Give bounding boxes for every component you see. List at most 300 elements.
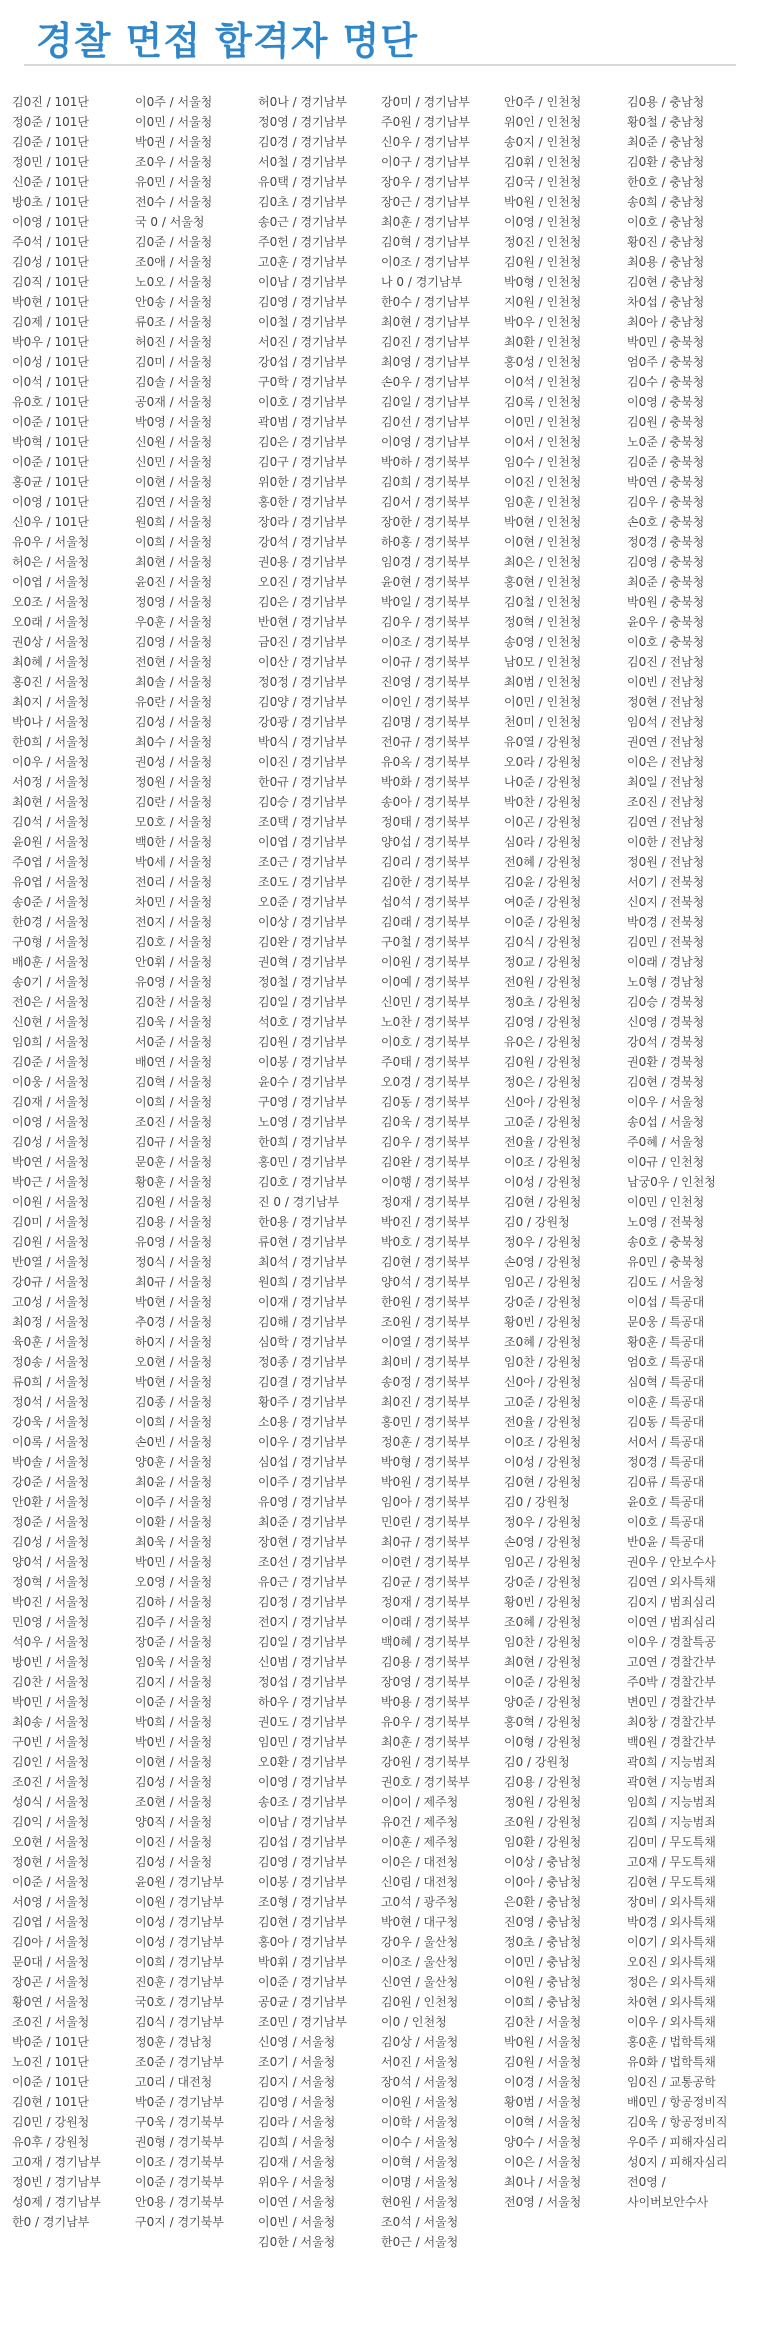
passer-entry: 홍0한 / 경기남부 [258, 495, 347, 509]
passer-entry: 김0영 / 서울청 [135, 635, 213, 649]
passer-entry: 심0라 / 강원청 [504, 835, 582, 849]
passer-entry: 조0원 / 강원청 [504, 1815, 582, 1829]
passer-entry: 박0영 / 서울청 [135, 415, 213, 429]
passer-entry: 김0명 / 경기북부 [381, 715, 470, 729]
passer-entry: 임0찬 / 강원청 [504, 1635, 582, 1649]
passer-entry: 이0철 / 경기남부 [258, 315, 347, 329]
passer-entry: 정0현 / 전남청 [627, 695, 705, 709]
passer-entry: 김0 / 강원청 [504, 1755, 570, 1769]
passer-entry: 진0영 / 경기북부 [381, 675, 470, 689]
passer-entry: 박0휘 / 경기남부 [258, 1955, 347, 1969]
passer-entry: 김0동 / 경기북부 [381, 1095, 470, 1109]
passer-entry: 권0환 / 경북청 [627, 1055, 705, 1069]
passer-entry: 김0해 / 경기남부 [258, 1315, 347, 1329]
passer-entry: 우0주 / 피해자심리 [627, 2135, 728, 2149]
passer-entry: 유0영 / 서울청 [135, 1235, 213, 1249]
passer-entry: 한0 / 경기남부 [12, 2215, 90, 2229]
passer-entry: 김0수 / 충북청 [627, 375, 705, 389]
passer-entry: 김0한 / 서울청 [258, 2235, 336, 2249]
passer-entry: 최0수 / 서울청 [135, 735, 213, 749]
passer-entry: 유0영 / 경기남부 [258, 1495, 347, 1509]
passer-entry: 김0성 / 서울청 [135, 1775, 213, 1789]
name-column [135, 92, 256, 2252]
passer-entry: 송0지 / 인천청 [504, 135, 582, 149]
passer-entry: 유0후 / 강원청 [12, 2135, 90, 2149]
passer-entry: 이0영 / 인천청 [504, 215, 582, 229]
passer-entry: 정0원 / 전남청 [627, 855, 705, 869]
passer-entry: 우0훈 / 서울청 [135, 615, 213, 629]
passer-entry: 이0 / 인천청 [381, 2015, 447, 2029]
passer-entry: 김0희 / 경기북부 [381, 475, 470, 489]
passer-entry: 유0근 / 경기남부 [258, 1575, 347, 1589]
passer-entry: 박0호 / 경기북부 [381, 1235, 470, 1249]
passer-entry: 임0민 / 경기남부 [258, 1735, 347, 1749]
passer-entry: 김0현 / 경기남부 [258, 1915, 347, 1929]
passer-entry: 위0인 / 인천청 [504, 115, 582, 129]
passer-entry: 김0원 / 인천청 [381, 1995, 459, 2009]
passer-entry: 김0원 / 서울청 [12, 1235, 90, 1249]
passer-entry: 안0송 / 서울청 [135, 295, 213, 309]
passer-entry: 김0경 / 경기남부 [258, 135, 347, 149]
passer-entry: 전0규 / 경기북부 [381, 735, 470, 749]
passer-entry: 구0욱 / 경기북부 [135, 2115, 224, 2129]
passer-entry: 최0준 / 충북청 [627, 575, 705, 589]
passer-entry: 이0수 / 서울청 [381, 2135, 459, 2149]
passer-entry: 김0혁 / 경기남부 [381, 235, 470, 249]
passer-entry: 지0원 / 인천청 [504, 295, 582, 309]
passer-entry: 백0한 / 서울청 [135, 835, 213, 849]
passer-entry: 김0영 / 강원청 [504, 1015, 582, 1029]
passer-entry: 신0연 / 울산청 [381, 1975, 459, 1989]
passer-entry: 박0우 / 101단 [12, 335, 89, 349]
passer-entry: 이0성 / 강원청 [504, 1175, 582, 1189]
passer-entry: 류0조 / 서울청 [135, 315, 213, 329]
passer-entry: 박0연 / 충북청 [627, 475, 705, 489]
passer-entry: 손0영 / 강원청 [504, 1535, 582, 1549]
passer-entry: 반0현 / 경기남부 [258, 615, 347, 629]
passer-entry: 정0현 / 서울청 [12, 1855, 90, 1869]
passer-entry: 박0민 / 서울청 [135, 1555, 213, 1569]
passer-entry: 김0원 / 충북청 [627, 415, 705, 429]
passer-entry: 전0혜 / 강원청 [504, 855, 582, 869]
passer-entry: 신0현 / 서울청 [12, 1015, 90, 1029]
passer-entry: 김0지 / 범죄심리 [627, 1595, 716, 1609]
passer-entry: 이0현 / 서울청 [135, 475, 213, 489]
passer-entry: 신0아 / 강원청 [504, 1375, 582, 1389]
passer-entry: 최0훈 / 경기남부 [381, 215, 470, 229]
passer-entry: 문0웅 / 특공대 [627, 1315, 705, 1329]
passer-entry: 오0현 / 서울청 [135, 1355, 213, 1369]
passer-entry: 최0지 / 서울청 [12, 695, 90, 709]
passer-entry: 박0혁 / 101단 [12, 435, 89, 449]
passer-entry: 김0영 / 충북청 [627, 555, 705, 569]
passer-entry: 전0지 / 경기남부 [258, 1615, 347, 1629]
passer-entry: 유0민 / 서울청 [135, 175, 213, 189]
passer-entry: 김0호 / 서울청 [135, 935, 213, 949]
passer-entry: 고0훈 / 경기남부 [258, 255, 347, 269]
passer-entry: 구0지 / 경기북부 [135, 2215, 224, 2229]
passer-entry: 고0리 / 대전청 [135, 2075, 213, 2089]
passer-entry: 임0곤 / 강원청 [504, 1555, 582, 1569]
passer-entry: 이0혁 / 서울청 [381, 2155, 459, 2169]
passer-entry: 전0원 / 강원청 [504, 975, 582, 989]
passer-entry: 이0훈 / 제주청 [381, 1835, 459, 1849]
passer-entry: 남궁0우 / 인천청 [627, 1175, 716, 1189]
passer-entry: 장0근 / 경기남부 [381, 195, 470, 209]
passer-entry: 양0직 / 서울청 [135, 1815, 213, 1829]
passer-entry: 최0훈 / 경기북부 [381, 1735, 470, 1749]
passer-entry: 임0석 / 전남청 [627, 715, 705, 729]
passer-entry: 박0형 / 인천청 [504, 275, 582, 289]
passer-entry: 김0욱 / 항공정비직 [627, 2115, 728, 2129]
passer-entry: 김0원 / 인천청 [504, 255, 582, 269]
passer-entry: 정0교 / 강원청 [504, 955, 582, 969]
passer-entry: 안0환 / 서울청 [12, 1495, 90, 1509]
passer-entry: 주0태 / 경기북부 [381, 1055, 470, 1069]
passer-entry: 모0호 / 서울청 [135, 815, 213, 829]
passer-entry: 박0현 / 101단 [12, 295, 89, 309]
passer-entry: 허0은 / 서울청 [12, 555, 90, 569]
passer-entry: 김0식 / 경기남부 [135, 2015, 224, 2029]
passer-entry: 김0희 / 서울청 [258, 2135, 336, 2149]
passer-entry: 이0조 / 경기북부 [381, 635, 470, 649]
passer-entry: 임0찬 / 강원청 [504, 1355, 582, 1369]
passer-entry: 이0이 / 제주청 [381, 1795, 459, 1809]
passer-entry: 신0준 / 101단 [12, 175, 89, 189]
passer-entry: 이0석 / 인천청 [504, 375, 582, 389]
passer-entry: 전0율 / 강원청 [504, 1135, 582, 1149]
passer-entry: 김0인 / 서울청 [12, 1755, 90, 1769]
passer-entry: 김0현 / 경북청 [627, 1075, 705, 1089]
passer-entry: 서0진 / 서울청 [381, 2055, 459, 2069]
passer-entry: 심0혁 / 특공대 [627, 1375, 705, 1389]
passer-entry: 김0현 / 충남청 [627, 275, 705, 289]
passer-entry: 김0성 / 서울청 [12, 1135, 90, 1149]
passer-entry: 정0종 / 경기남부 [258, 1355, 347, 1369]
passer-entry: 황0빈 / 강원청 [504, 1315, 582, 1329]
passer-entry: 이0준 / 101단 [12, 415, 89, 429]
passer-entry: 안0용 / 경기북부 [135, 2195, 224, 2209]
passer-entry: 정0빈 / 경기남부 [12, 2175, 101, 2189]
passer-entry: 김0아 / 서울청 [12, 1935, 90, 1949]
passer-entry: 박0화 / 경기북부 [381, 775, 470, 789]
passer-entry: 이0준 / 강원청 [504, 1675, 582, 1689]
passer-entry: 최0혜 / 서울청 [12, 655, 90, 669]
passer-entry: 이0희 / 서울청 [135, 1095, 213, 1109]
passer-entry: 유0엽 / 서울청 [12, 875, 90, 889]
passer-entry: 한0희 / 경기남부 [258, 1135, 347, 1149]
passer-entry: 장0곤 / 서울청 [12, 1975, 90, 1989]
passer-entry: 김0구 / 경기남부 [258, 455, 347, 469]
passer-entry: 이0진 / 서울청 [135, 1835, 213, 1849]
passer-entry: 신0우 / 경기남부 [381, 135, 470, 149]
passer-entry: 송0준 / 서울청 [12, 895, 90, 909]
passer-entry: 박0원 / 서울청 [504, 2035, 582, 2049]
passer-entry: 유0택 / 경기남부 [258, 175, 347, 189]
passer-entry: 권0호 / 경기북부 [381, 1775, 470, 1789]
passer-entry: 한0수 / 경기남부 [381, 295, 470, 309]
passer-entry: 강0원 / 경기북부 [381, 1755, 470, 1769]
passer-entry: 황0진 / 충남청 [627, 235, 705, 249]
name-column [258, 92, 379, 2252]
passer-entry: 조0근 / 경기남부 [258, 855, 347, 869]
passer-entry: 이0남 / 경기남부 [258, 275, 347, 289]
passer-entry: 윤0현 / 경기북부 [381, 575, 470, 589]
passer-entry: 한0경 / 서울청 [12, 915, 90, 929]
passer-entry: 최0환 / 인천청 [504, 335, 582, 349]
passer-entry: 정0원 / 강원청 [504, 1795, 582, 1809]
passer-entry: 이0기 / 외사특채 [627, 1935, 716, 1949]
passer-entry: 정0훈 / 경남청 [135, 2035, 213, 2049]
passer-entry: 최0현 / 서울청 [135, 555, 213, 569]
passer-entry: 장0현 / 경기남부 [258, 1535, 347, 1549]
passer-entry: 류0희 / 서울청 [12, 1375, 90, 1389]
passer-entry: 송0조 / 경기남부 [258, 1795, 347, 1809]
passer-entry: 이0우 / 경기남부 [258, 1435, 347, 1449]
passer-entry: 이0호 / 충북청 [627, 635, 705, 649]
passer-entry: 권0형 / 경기북부 [135, 2135, 224, 2149]
passer-entry: 김0동 / 특공대 [627, 1415, 705, 1429]
passer-entry: 김0미 / 서울청 [135, 355, 213, 369]
passer-entry: 이0곤 / 강원청 [504, 815, 582, 829]
passer-entry: 곽0현 / 지능범죄 [627, 1775, 716, 1789]
passer-entry: 조0민 / 경기남부 [258, 2015, 347, 2029]
passer-entry: 권0용 / 경기남부 [258, 555, 347, 569]
passer-entry: 김0국 / 인천청 [504, 175, 582, 189]
passer-entry: 김0종 / 서울청 [135, 1395, 213, 1409]
passer-entry: 박0원 / 경기북부 [381, 1475, 470, 1489]
passer-entry: 엄0호 / 특공대 [627, 1355, 705, 1369]
passer-entry: 김0 / 강원청 [504, 1495, 570, 1509]
passer-entry: 이0현 / 인천청 [504, 535, 582, 549]
passer-entry: 조0진 / 전남청 [627, 795, 705, 809]
passer-entry: 최0진 / 경기북부 [381, 1395, 470, 1409]
passer-entry: 홍0민 / 경기남부 [258, 1155, 347, 1169]
passer-entry: 백0혜 / 경기북부 [381, 1635, 470, 1649]
passer-entry: 최0창 / 경찰간부 [627, 1715, 716, 1729]
passer-entry: 정0우 / 강원청 [504, 1515, 582, 1529]
passer-entry: 육0훈 / 서울청 [12, 1335, 90, 1349]
passer-entry: 조0원 / 경기북부 [381, 1315, 470, 1329]
passer-entry: 박0민 / 충북청 [627, 335, 705, 349]
passer-entry: 박0진 / 경기북부 [381, 1215, 470, 1229]
passer-entry: 민0린 / 경기북부 [381, 1515, 470, 1529]
passer-entry: 전0리 / 서울청 [135, 875, 213, 889]
passer-entry: 조0택 / 경기남부 [258, 815, 347, 829]
passer-entry: 공0재 / 서울청 [135, 395, 213, 409]
passer-entry: 조0진 / 서울청 [12, 2015, 90, 2029]
passer-entry: 이0엽 / 서울청 [12, 575, 90, 589]
passer-entry: 이0원 / 서울청 [12, 1195, 90, 1209]
passer-entry: 한0희 / 서울청 [12, 735, 90, 749]
passer-entry: 홍0현 / 인천청 [504, 575, 582, 589]
passer-entry: 전0은 / 서울청 [12, 995, 90, 1009]
passer-entry: 김0원 / 서울청 [504, 2055, 582, 2069]
passer-entry: 이0빈 / 서울청 [258, 2215, 336, 2229]
passer-entry: 이0민 / 서울청 [135, 115, 213, 129]
passer-entry: 박0일 / 경기북부 [381, 595, 470, 609]
passer-entry: 신0민 / 서울청 [135, 455, 213, 469]
passer-entry: 장0비 / 외사특채 [627, 1895, 716, 1909]
passer-entry: 구0학 / 경기남부 [258, 375, 347, 389]
passer-entry: 윤0호 / 특공대 [627, 1495, 705, 1509]
passer-entry: 김0균 / 경기북부 [381, 1575, 470, 1589]
passer-entry: 정0혁 / 인천청 [504, 615, 582, 629]
passer-entry: 노0준 / 충북청 [627, 435, 705, 449]
passer-entry: 이0영 / 충북청 [627, 395, 705, 409]
passer-entry: 이0인 / 경기북부 [381, 695, 470, 709]
passer-entry: 고0준 / 강원청 [504, 1395, 582, 1409]
passer-entry: 박0하 / 경기북부 [381, 455, 470, 469]
passer-entry: 정0경 / 충북청 [627, 535, 705, 549]
passer-entry: 오0진 / 외사특채 [627, 1955, 716, 1969]
passer-entry: 최0준 / 경기남부 [258, 1515, 347, 1529]
passer-entry: 김0서 / 경기북부 [381, 495, 470, 509]
passer-entry: 서0기 / 전북청 [627, 875, 705, 889]
passer-entry: 이0성 / 강원청 [504, 1455, 582, 1469]
passer-entry: 윤0우 / 충북청 [627, 615, 705, 629]
passer-entry: 김0환 / 충남청 [627, 155, 705, 169]
passer-entry: 이0래 / 경기북부 [381, 1615, 470, 1629]
passer-entry: 이0우 / 경찰특공 [627, 1635, 716, 1649]
passer-entry: 박0나 / 서울청 [12, 715, 90, 729]
passer-entry: 이0아 / 충남청 [504, 1875, 582, 1889]
passer-entry: 최0나 / 서울청 [504, 2175, 582, 2189]
passer-entry: 고0재 / 무도특채 [627, 1855, 716, 1869]
passer-entry: 이0규 / 인천청 [627, 1155, 705, 1169]
passer-entry: 이0우 / 서울청 [12, 755, 90, 769]
passer-entry: 이0원 / 경기남부 [135, 1895, 224, 1909]
passer-entry: 구0영 / 경기남부 [258, 1095, 347, 1109]
passer-entry: 김0현 / 강원청 [504, 1475, 582, 1489]
passer-entry: 여0준 / 강원청 [504, 895, 582, 909]
passer-entry: 이0학 / 서울청 [381, 2115, 459, 2129]
passer-entry: 고0석 / 광주청 [381, 1895, 459, 1909]
passer-entry: 손0영 / 강원청 [504, 1255, 582, 1269]
passer-entry: 노0영 / 전북청 [627, 1215, 705, 1229]
passer-entry: 이0조 / 경기남부 [381, 255, 470, 269]
passer-entry: 윤0원 / 경기남부 [135, 1875, 224, 1889]
passer-entry: 손0우 / 경기남부 [381, 375, 470, 389]
passer-entry: 서0철 / 경기남부 [258, 155, 347, 169]
passer-entry: 오0조 / 서울청 [12, 595, 90, 609]
passer-entry: 권0성 / 서울청 [135, 755, 213, 769]
passer-entry: 윤0원 / 서울청 [12, 835, 90, 849]
passer-entry: 엄0주 / 충북청 [627, 355, 705, 369]
passer-entry: 서0진 / 경기남부 [258, 335, 347, 349]
passer-entry: 김0성 / 101단 [12, 255, 89, 269]
passer-entry: 정0태 / 경기북부 [381, 815, 470, 829]
passer-entry: 조0형 / 경기남부 [258, 1895, 347, 1909]
passer-entry: 윤0진 / 서울청 [135, 575, 213, 589]
passer-entry: 김0우 / 경기북부 [381, 1135, 470, 1149]
passer-entry: 현0원 / 서울청 [381, 2195, 459, 2209]
passer-entry: 정0영 / 경기남부 [258, 115, 347, 129]
passer-entry: 최0욱 / 서울청 [135, 1535, 213, 1549]
passer-entry: 이0희 / 서울청 [135, 535, 213, 549]
passer-entry: 조0도 / 경기남부 [258, 875, 347, 889]
passer-entry: 변0민 / 경찰간부 [627, 1695, 716, 1709]
passer-entry: 김0라 / 서울청 [258, 2115, 336, 2129]
passer-entry: 김0준 / 충북청 [627, 455, 705, 469]
passer-entry: 고0성 / 서울청 [12, 1295, 90, 1309]
passer-entry: 홍0민 / 경기북부 [381, 1415, 470, 1429]
passer-entry: 김0우 / 충북청 [627, 495, 705, 509]
passer-entry: 반0열 / 서울청 [12, 1255, 90, 1269]
passer-entry: 김0제 / 101단 [12, 315, 89, 329]
passer-entry: 임0곤 / 강원청 [504, 1275, 582, 1289]
passer-entry: 이0상 / 충남청 [504, 1855, 582, 1869]
passer-entry: 구0빈 / 서울청 [12, 1735, 90, 1749]
passer-entry: 이0원 / 충남청 [504, 1975, 582, 1989]
passer-entry: 정0혁 / 서울청 [12, 1575, 90, 1589]
passer-entry: 섭0석 / 경기북부 [381, 895, 470, 909]
passer-entry: 김0윤 / 강원청 [504, 875, 582, 889]
passer-entry: 최0아 / 충남청 [627, 315, 705, 329]
passer-entry: 박0권 / 서울청 [135, 135, 213, 149]
passer-entry: 김0진 / 경기남부 [381, 335, 470, 349]
passer-entry: 조0우 / 서울청 [135, 155, 213, 169]
passer-entry: 유0건 / 제주청 [381, 1815, 459, 1829]
passer-entry: 김0직 / 101단 [12, 275, 89, 289]
passer-entry: 장0석 / 서울청 [381, 2075, 459, 2089]
passer-entry: 이0열 / 경기북부 [381, 1335, 470, 1349]
passer-entry: 배0훈 / 서울청 [12, 955, 90, 969]
passer-entry: 박0근 / 서울청 [12, 1175, 90, 1189]
passer-entry: 김0재 / 서울청 [258, 2155, 336, 2169]
passer-entry: 김0영 / 경기남부 [258, 295, 347, 309]
passer-entry: 이0빈 / 전남청 [627, 675, 705, 689]
passer-entry: 황0훈 / 특공대 [627, 1335, 705, 1349]
passer-entry: 임0희 / 서울청 [12, 1035, 90, 1049]
passer-entry: 박0경 / 전북청 [627, 915, 705, 929]
passer-entry: 전0현 / 서울청 [135, 655, 213, 669]
passer-entry: 이0형 / 강원청 [504, 1735, 582, 1749]
passer-entry: 반0윤 / 특공대 [627, 1535, 705, 1549]
passer-entry: 이0성 / 경기남부 [135, 1935, 224, 1949]
passer-entry: 곽0희 / 지능범죄 [627, 1755, 716, 1769]
passer-entry: 황0연 / 서울청 [12, 1995, 90, 2009]
passer-entry: 권0상 / 서울청 [12, 635, 90, 649]
passer-entry: 차0민 / 서울청 [135, 895, 213, 909]
passer-entry: 구0형 / 서울청 [12, 935, 90, 949]
passer-entry: 주0엽 / 서울청 [12, 855, 90, 869]
passer-entry: 정0경 / 특공대 [627, 1455, 705, 1469]
passer-entry: 유0민 / 충북청 [627, 1255, 705, 1269]
passer-entry: 이0훈 / 특공대 [627, 1395, 705, 1409]
passer-entry: 오0래 / 서울청 [12, 615, 90, 629]
passer-entry: 한0호 / 충남청 [627, 175, 705, 189]
passer-entry: 황0훈 / 서울청 [135, 1175, 213, 1189]
passer-entry: 홍0훈 / 법학특채 [627, 2035, 716, 2049]
passer-entry: 이0준 / 경기북부 [135, 2175, 224, 2189]
passer-entry: 정0식 / 서울청 [135, 1255, 213, 1269]
passer-entry: 오0준 / 경기남부 [258, 895, 347, 909]
passer-entry: 오0경 / 경기북부 [381, 1075, 470, 1089]
passer-entry: 송0호 / 충북청 [627, 1235, 705, 1249]
passer-entry: 유0화 / 법학특채 [627, 2055, 716, 2069]
passer-entry: 소0용 / 경기남부 [258, 1415, 347, 1429]
passer-entry: 김0영 / 경기남부 [258, 1855, 347, 1869]
passer-entry: 최0범 / 인천청 [504, 675, 582, 689]
passer-entry: 송0정 / 경기북부 [381, 1375, 470, 1389]
passer-entry: 박0원 / 인천청 [504, 195, 582, 209]
passer-entry: 유0영 / 서울청 [135, 975, 213, 989]
passer-entry: 송0섭 / 서울청 [627, 1115, 705, 1129]
passer-entry: 노0진 / 101단 [12, 2055, 89, 2069]
passer-entry: 김0용 / 강원청 [504, 1775, 582, 1789]
passer-entry: 천0미 / 인천청 [504, 715, 582, 729]
